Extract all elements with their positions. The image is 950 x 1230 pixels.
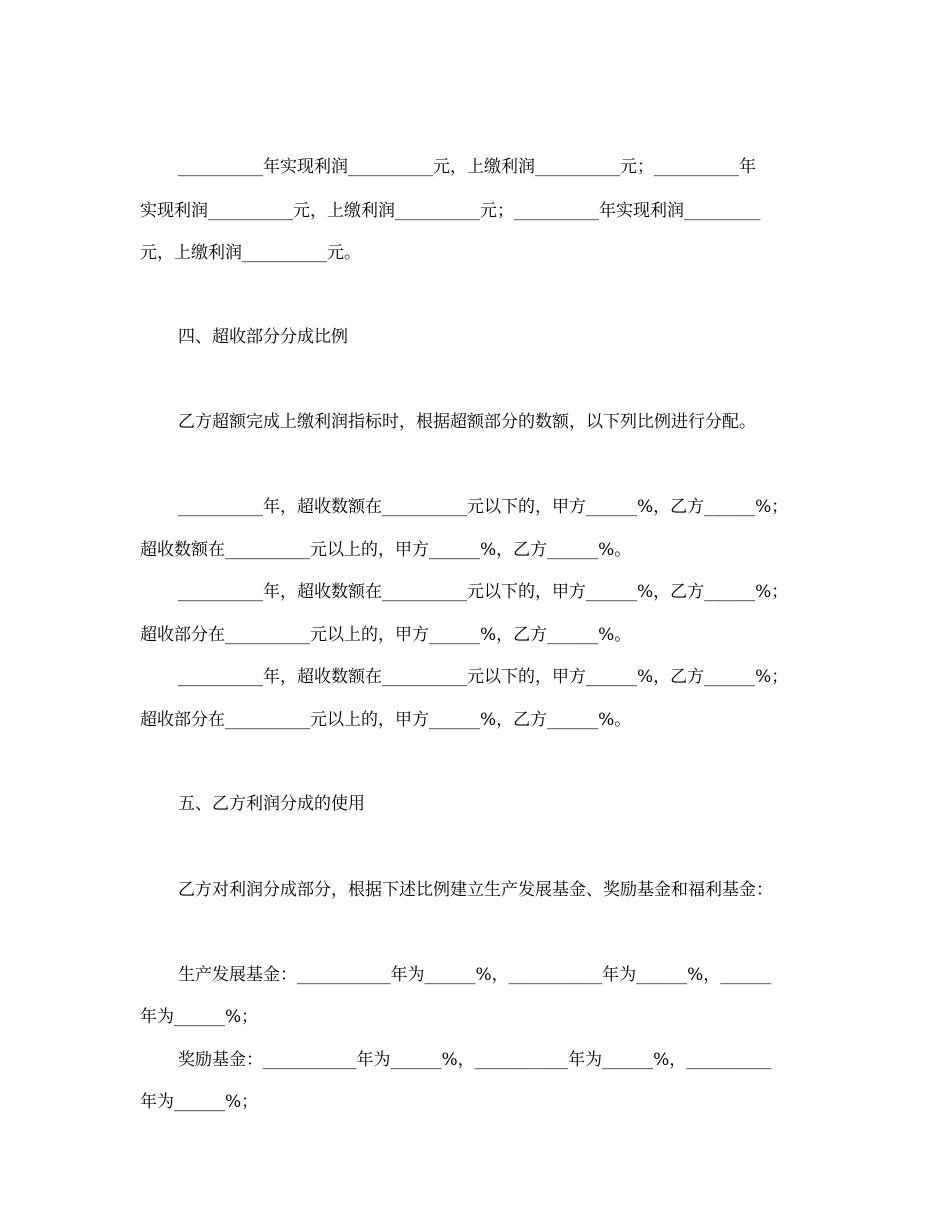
excess-year-1-line-a: __________年，超收数额在__________元以下的，甲方______%，乙方______%； bbox=[178, 497, 789, 517]
profit-years-line-1: __________年实现利润__________元，上缴利润__________元；__________年 bbox=[178, 157, 756, 177]
profit-years-line-3: 元，上缴利润__________元。 bbox=[140, 243, 361, 263]
section-heading-4: 四、超收部分分成比例 bbox=[178, 327, 348, 347]
excess-year-3-line-a: __________年，超收数额在__________元以下的，甲方______%，乙方______%； bbox=[178, 667, 789, 687]
production-fund-line-a: 生产发展基金：___________年为______%，___________年为______%，______ bbox=[178, 965, 772, 985]
excess-intro-paragraph: 乙方超额完成上缴利润指标时，根据超额部分的数额，以下列比例进行分配。 bbox=[178, 412, 756, 432]
production-fund-line-b: 年为______%； bbox=[140, 1007, 259, 1027]
reward-fund-line-a: 奖励基金：___________年为______%，___________年为______%，__________ bbox=[178, 1050, 772, 1070]
section-heading-5: 五、乙方利润分成的使用 bbox=[178, 794, 365, 814]
excess-year-2-line-a: __________年，超收数额在__________元以下的，甲方______%，乙方______%； bbox=[178, 582, 789, 602]
excess-year-3-line-b: 超收部分在__________元以上的，甲方______%，乙方______%。 bbox=[140, 710, 632, 730]
reward-fund-line-b: 年为______%； bbox=[140, 1092, 259, 1112]
excess-year-2-line-b: 超收部分在__________元以上的，甲方______%，乙方______%。 bbox=[140, 625, 632, 645]
excess-year-1-line-b: 超收数额在__________元以上的，甲方______%，乙方______%。 bbox=[140, 540, 632, 560]
fund-intro-paragraph: 乙方对利润分成部分，根据下述比例建立生产发展基金、奖励基金和福利基金： bbox=[178, 880, 773, 900]
profit-years-line-2: 实现利润__________元，上缴利润__________元；__________年实现利润_________ bbox=[140, 201, 761, 221]
